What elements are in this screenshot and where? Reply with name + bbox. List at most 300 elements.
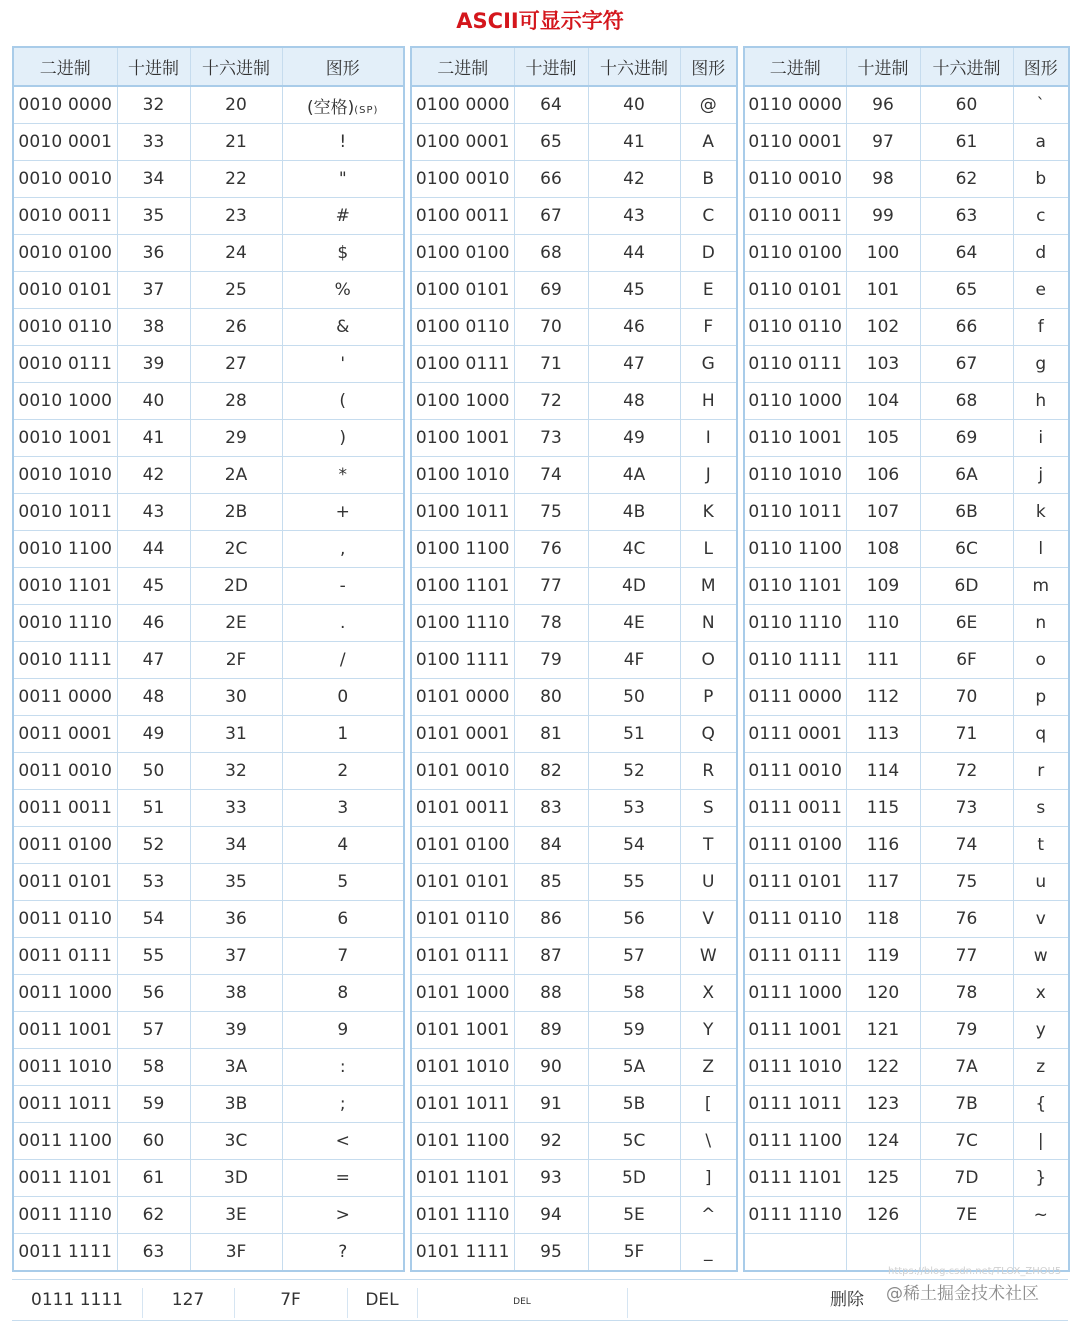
hex-cell: 43	[588, 198, 680, 235]
binary-cell: 0100 0110	[411, 309, 514, 346]
binary-cell: 0101 1001	[411, 1012, 514, 1049]
hex-cell: 64	[920, 235, 1013, 272]
table-row	[744, 1197, 1069, 1234]
table-row	[13, 420, 404, 457]
glyph-cell: 2	[282, 753, 404, 790]
glyph-cell: r	[1013, 753, 1069, 790]
binary-cell: 0010 0010	[13, 161, 117, 198]
hex-cell: 6E	[920, 605, 1013, 642]
binary-cell: 0100 1111	[411, 642, 514, 679]
table-row	[13, 1234, 404, 1272]
glyph-cell: +	[282, 494, 404, 531]
hex-cell: 31	[190, 716, 282, 753]
table-row	[411, 198, 737, 235]
decimal-cell: 71	[514, 346, 588, 383]
binary-cell: 0110 1101	[744, 568, 846, 605]
decimal-cell: 88	[514, 975, 588, 1012]
del-meaning: 删除	[830, 1290, 864, 1310]
decimal-cell: 50	[117, 753, 190, 790]
table-row	[411, 531, 737, 568]
hex-cell: 60	[920, 86, 1013, 124]
table-row	[13, 605, 404, 642]
decimal-cell: 40	[117, 383, 190, 420]
decimal-cell: 125	[846, 1160, 920, 1197]
decimal-cell: 64	[514, 86, 588, 124]
decimal-cell: 107	[846, 494, 920, 531]
binary-cell: 0100 1110	[411, 605, 514, 642]
table-row	[744, 753, 1069, 790]
glyph-cell: y	[1013, 1012, 1069, 1049]
glyph-cell: .	[282, 605, 404, 642]
glyph-cell: T	[680, 827, 737, 864]
table-row	[13, 938, 404, 975]
table-row	[13, 457, 404, 494]
binary-cell: 0011 1101	[13, 1160, 117, 1197]
binary-cell: 0100 0010	[411, 161, 514, 198]
table-row	[13, 790, 404, 827]
glyph-cell: }	[1013, 1160, 1069, 1197]
table-row	[744, 1049, 1069, 1086]
hex-cell: 42	[588, 161, 680, 198]
table-row	[13, 309, 404, 346]
hex-cell: 73	[920, 790, 1013, 827]
decimal-cell: 60	[117, 1123, 190, 1160]
binary-cell: 0111 1011	[744, 1086, 846, 1123]
decimal-cell: 35	[117, 198, 190, 235]
table-row	[744, 790, 1069, 827]
decimal-cell: 65	[514, 124, 588, 161]
table-row	[744, 938, 1069, 975]
hex-cell: 4E	[588, 605, 680, 642]
decimal-cell: 68	[514, 235, 588, 272]
hex-cell: 35	[190, 864, 282, 901]
table-row	[744, 1123, 1069, 1160]
hex-cell: 37	[190, 938, 282, 975]
glyph-cell: 5	[282, 864, 404, 901]
table-row	[411, 1012, 737, 1049]
decimal-cell: 78	[514, 605, 588, 642]
header-decimal: 十进制	[514, 47, 588, 86]
hex-cell: 7D	[920, 1160, 1013, 1197]
hex-cell: 4D	[588, 568, 680, 605]
glyph-cell: F	[680, 309, 737, 346]
decimal-cell: 92	[514, 1123, 588, 1160]
hex-cell: 46	[588, 309, 680, 346]
hex-cell: 68	[920, 383, 1013, 420]
glyph-cell: 8	[282, 975, 404, 1012]
hex-cell: 39	[190, 1012, 282, 1049]
glyph-cell: K	[680, 494, 737, 531]
glyph-cell: $	[282, 235, 404, 272]
decimal-cell: 126	[846, 1197, 920, 1234]
glyph-cell: 3	[282, 790, 404, 827]
glyph-cell: G	[680, 346, 737, 383]
decimal-cell: 91	[514, 1086, 588, 1123]
decimal-cell: 120	[846, 975, 920, 1012]
hex-cell: 57	[588, 938, 680, 975]
hex-cell: 4F	[588, 642, 680, 679]
binary-cell: 0111 0110	[744, 901, 846, 938]
decimal-cell: 97	[846, 124, 920, 161]
binary-cell: 0100 0111	[411, 346, 514, 383]
hex-cell: 6D	[920, 568, 1013, 605]
binary-cell: 0110 1110	[744, 605, 846, 642]
binary-cell: 0110 1111	[744, 642, 846, 679]
hex-cell: 77	[920, 938, 1013, 975]
table-row	[13, 272, 404, 309]
hex-cell: 6A	[920, 457, 1013, 494]
decimal-cell: 79	[514, 642, 588, 679]
binary-cell: 0110 1011	[744, 494, 846, 531]
binary-cell: 0101 0110	[411, 901, 514, 938]
glyph-cell: `	[1013, 86, 1069, 124]
hex-cell: 6F	[920, 642, 1013, 679]
binary-cell: 0110 1000	[744, 383, 846, 420]
hex-cell: 6C	[920, 531, 1013, 568]
table-row	[13, 975, 404, 1012]
table-row	[744, 383, 1069, 420]
table-row	[411, 901, 737, 938]
decimal-cell: 48	[117, 679, 190, 716]
table-row	[411, 975, 737, 1012]
divider	[627, 1288, 628, 1318]
decimal-cell: 84	[514, 827, 588, 864]
hex-cell: 49	[588, 420, 680, 457]
hex-cell: 2C	[190, 531, 282, 568]
del-hex: 7F	[280, 1290, 301, 1310]
glyph-cell: l	[1013, 531, 1069, 568]
decimal-cell: 77	[514, 568, 588, 605]
glyph-cell: "	[282, 161, 404, 198]
glyph-cell: a	[1013, 124, 1069, 161]
hex-cell: 7C	[920, 1123, 1013, 1160]
glyph-cell: -	[282, 568, 404, 605]
decimal-cell: 45	[117, 568, 190, 605]
header-glyph: 图形	[1013, 47, 1069, 86]
table-row	[744, 1086, 1069, 1123]
hex-cell: 76	[920, 901, 1013, 938]
hex-cell: 79	[920, 1012, 1013, 1049]
hex-cell: 3A	[190, 1049, 282, 1086]
glyph-cell: 7	[282, 938, 404, 975]
binary-cell: 0101 1010	[411, 1049, 514, 1086]
table-row	[744, 86, 1069, 124]
decimal-cell: 106	[846, 457, 920, 494]
decimal-cell: 74	[514, 457, 588, 494]
watermark-url: https://blog.csdn.net/TLOX_ZHOU5	[888, 1266, 1062, 1277]
decimal-cell: 114	[846, 753, 920, 790]
decimal-cell: 42	[117, 457, 190, 494]
table-row	[13, 1012, 404, 1049]
table-row	[13, 679, 404, 716]
glyph-cell: ^	[680, 1197, 737, 1234]
binary-cell: 0010 1000	[13, 383, 117, 420]
glyph-cell: 1	[282, 716, 404, 753]
decimal-cell: 75	[514, 494, 588, 531]
decimal-cell: 94	[514, 1197, 588, 1234]
table-row	[13, 383, 404, 420]
table-row	[744, 272, 1069, 309]
decimal-cell: 67	[514, 198, 588, 235]
hex-cell: 45	[588, 272, 680, 309]
binary-cell: 0011 1100	[13, 1123, 117, 1160]
table-row	[411, 494, 737, 531]
decimal-cell: 81	[514, 716, 588, 753]
decimal-cell: 46	[117, 605, 190, 642]
table-row	[744, 568, 1069, 605]
table-row	[13, 1049, 404, 1086]
glyph-cell: C	[680, 198, 737, 235]
hex-cell: 52	[588, 753, 680, 790]
hex-cell: 21	[190, 124, 282, 161]
hex-cell: 53	[588, 790, 680, 827]
binary-cell: 0010 1010	[13, 457, 117, 494]
ascii-table-2	[410, 46, 738, 1272]
binary-cell: 0010 1111	[13, 642, 117, 679]
binary-cell: 0111 1101	[744, 1160, 846, 1197]
glyph-cell: J	[680, 457, 737, 494]
glyph-cell: :	[282, 1049, 404, 1086]
decimal-cell: 51	[117, 790, 190, 827]
glyph-cell: 4	[282, 827, 404, 864]
glyph-cell: Q	[680, 716, 737, 753]
table-row	[411, 864, 737, 901]
glyph-cell: v	[1013, 901, 1069, 938]
binary-cell: 0011 0100	[13, 827, 117, 864]
hex-cell: 3C	[190, 1123, 282, 1160]
decimal-cell: 95	[514, 1234, 588, 1272]
glyph-cell: (	[282, 383, 404, 420]
binary-cell: 0010 0000	[13, 86, 117, 124]
table-row	[411, 605, 737, 642]
table-row	[744, 235, 1069, 272]
binary-cell: 0110 0010	[744, 161, 846, 198]
glyph-cell: ?	[282, 1234, 404, 1272]
glyph-cell: E	[680, 272, 737, 309]
decimal-cell: 111	[846, 642, 920, 679]
hex-cell: 58	[588, 975, 680, 1012]
hex-cell: 62	[920, 161, 1013, 198]
hex-cell: 29	[190, 420, 282, 457]
glyph-cell	[282, 86, 404, 124]
header-decimal: 十进制	[846, 47, 920, 86]
binary-cell: 0101 0000	[411, 679, 514, 716]
binary-cell: 0011 0101	[13, 864, 117, 901]
table-row	[411, 309, 737, 346]
glyph-cell: %	[282, 272, 404, 309]
glyph-cell: w	[1013, 938, 1069, 975]
glyph-cell: #	[282, 198, 404, 235]
glyph-cell: A	[680, 124, 737, 161]
glyph-cell: B	[680, 161, 737, 198]
table-row	[744, 864, 1069, 901]
binary-cell: 0111 1001	[744, 1012, 846, 1049]
header-glyph: 图形	[680, 47, 737, 86]
hex-cell: 40	[588, 86, 680, 124]
glyph-cell: V	[680, 901, 737, 938]
hex-cell: 22	[190, 161, 282, 198]
binary-cell: 0011 0111	[13, 938, 117, 975]
hex-cell: 5B	[588, 1086, 680, 1123]
decimal-cell: 82	[514, 753, 588, 790]
table-row	[744, 346, 1069, 383]
glyph-cell: k	[1013, 494, 1069, 531]
glyph-cell: &	[282, 309, 404, 346]
table-row	[744, 975, 1069, 1012]
table-row	[411, 1160, 737, 1197]
table-row	[13, 198, 404, 235]
binary-cell: 0110 0101	[744, 272, 846, 309]
table-row	[744, 679, 1069, 716]
binary-cell: 0110 0011	[744, 198, 846, 235]
glyph-cell: c	[1013, 198, 1069, 235]
table-row	[411, 1086, 737, 1123]
table-row	[13, 86, 404, 124]
table-row	[13, 494, 404, 531]
glyph-cell: I	[680, 420, 737, 457]
glyph-cell: g	[1013, 346, 1069, 383]
hex-cell: 71	[920, 716, 1013, 753]
glyph-cell: x	[1013, 975, 1069, 1012]
glyph-cell: O	[680, 642, 737, 679]
decimal-cell: 100	[846, 235, 920, 272]
del-binary: 0111 1111	[31, 1290, 123, 1310]
hex-cell: 28	[190, 383, 282, 420]
binary-cell: 0101 1101	[411, 1160, 514, 1197]
glyph-cell: P	[680, 679, 737, 716]
binary-cell: 0101 1110	[411, 1197, 514, 1234]
hex-cell: 70	[920, 679, 1013, 716]
decimal-cell: 37	[117, 272, 190, 309]
binary-cell: 0010 1011	[13, 494, 117, 531]
table-row	[411, 1123, 737, 1160]
binary-cell: 0011 0001	[13, 716, 117, 753]
decimal-cell: 116	[846, 827, 920, 864]
hex-cell: 56	[588, 901, 680, 938]
decimal-cell: 102	[846, 309, 920, 346]
space-abbrev: (SP)	[354, 104, 379, 116]
hex-cell: 51	[588, 716, 680, 753]
decimal-cell: 70	[514, 309, 588, 346]
decimal-cell: 73	[514, 420, 588, 457]
binary-cell: 0111 1010	[744, 1049, 846, 1086]
binary-cell: 0111 0111	[744, 938, 846, 975]
table-row	[744, 124, 1069, 161]
binary-cell: 0010 0011	[13, 198, 117, 235]
decimal-cell: 63	[117, 1234, 190, 1272]
glyph-cell: N	[680, 605, 737, 642]
binary-cell: 0101 0100	[411, 827, 514, 864]
glyph-cell: z	[1013, 1049, 1069, 1086]
glyph-cell: f	[1013, 309, 1069, 346]
table-row	[744, 161, 1069, 198]
decimal-cell: 103	[846, 346, 920, 383]
binary-cell: 0101 1111	[411, 1234, 514, 1272]
decimal-cell: 86	[514, 901, 588, 938]
binary-cell: 0011 1111	[13, 1234, 117, 1272]
table-row	[13, 346, 404, 383]
hex-cell: 66	[920, 309, 1013, 346]
hex-cell: 72	[920, 753, 1013, 790]
decimal-cell: 43	[117, 494, 190, 531]
binary-cell: 0100 1101	[411, 568, 514, 605]
decimal-cell: 58	[117, 1049, 190, 1086]
decimal-cell: 44	[117, 531, 190, 568]
table-row	[13, 1160, 404, 1197]
decimal-cell: 66	[514, 161, 588, 198]
glyph-cell: _	[680, 1234, 737, 1272]
hex-cell: 2B	[190, 494, 282, 531]
table-row	[13, 161, 404, 198]
glyph-cell: q	[1013, 716, 1069, 753]
hex-cell: 48	[588, 383, 680, 420]
hex-cell: 2D	[190, 568, 282, 605]
table-row	[744, 198, 1069, 235]
binary-cell: 0100 0001	[411, 124, 514, 161]
binary-cell: 0110 1001	[744, 420, 846, 457]
header-hex: 十六进制	[588, 47, 680, 86]
table-row	[13, 235, 404, 272]
binary-cell: 0100 0011	[411, 198, 514, 235]
binary-cell: 0011 1010	[13, 1049, 117, 1086]
table-row	[13, 1197, 404, 1234]
header-decimal: 十进制	[117, 47, 190, 86]
table-row	[744, 494, 1069, 531]
hex-cell: 69	[920, 420, 1013, 457]
hex-cell: 4C	[588, 531, 680, 568]
binary-cell: 0100 1000	[411, 383, 514, 420]
hex-cell: 25	[190, 272, 282, 309]
glyph-cell: b	[1013, 161, 1069, 198]
hex-cell: 54	[588, 827, 680, 864]
header-binary: 二进制	[744, 47, 846, 86]
glyph-cell: L	[680, 531, 737, 568]
table-row	[13, 568, 404, 605]
hex-cell: 3B	[190, 1086, 282, 1123]
decimal-cell: 122	[846, 1049, 920, 1086]
table-row	[13, 1086, 404, 1123]
glyph-cell: /	[282, 642, 404, 679]
glyph-cell: <	[282, 1123, 404, 1160]
binary-cell: 0100 0100	[411, 235, 514, 272]
binary-cell: 0100 1100	[411, 531, 514, 568]
ascii-table-1	[12, 46, 405, 1272]
hex-cell: 78	[920, 975, 1013, 1012]
table-row	[13, 642, 404, 679]
binary-cell: 0101 0011	[411, 790, 514, 827]
glyph-cell: W	[680, 938, 737, 975]
binary-cell: 0011 0011	[13, 790, 117, 827]
binary-cell: 0100 0101	[411, 272, 514, 309]
table-row	[411, 1234, 737, 1272]
decimal-cell: 34	[117, 161, 190, 198]
table-row	[411, 1049, 737, 1086]
glyph-cell: |	[1013, 1123, 1069, 1160]
header-binary: 二进制	[411, 47, 514, 86]
decimal-cell: 54	[117, 901, 190, 938]
decimal-cell: 115	[846, 790, 920, 827]
table-row	[411, 86, 737, 124]
binary-cell: 0010 0100	[13, 235, 117, 272]
binary-cell: 0011 0110	[13, 901, 117, 938]
decimal-cell: 32	[117, 86, 190, 124]
hex-cell: 30	[190, 679, 282, 716]
hex-cell: 4B	[588, 494, 680, 531]
binary-cell: 0011 1000	[13, 975, 117, 1012]
decimal-cell: 39	[117, 346, 190, 383]
decimal-cell: 119	[846, 938, 920, 975]
table-row	[13, 864, 404, 901]
